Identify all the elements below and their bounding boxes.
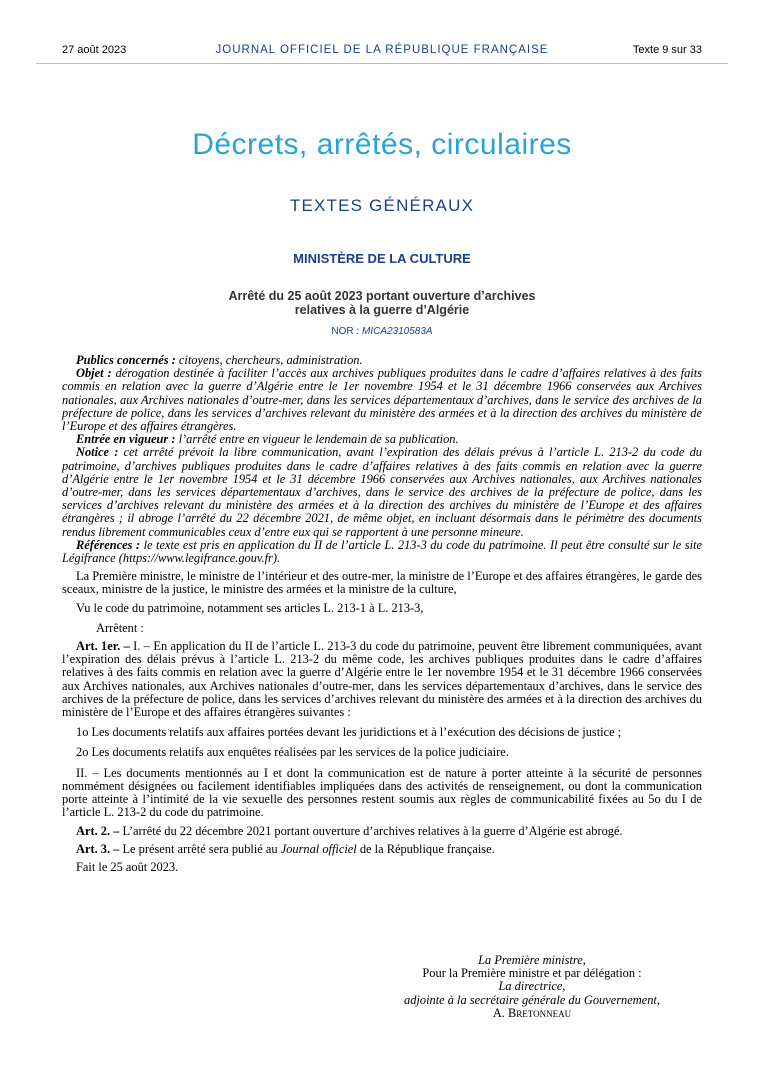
signature-line-3: La directrice, [498, 979, 566, 994]
header-date: 27 août 2023 [62, 44, 127, 56]
publics-text: citoyens, chercheurs, administration. [175, 353, 363, 367]
signature-line-4: adjointe à la secrétaire générale du Gouvernement, [404, 992, 660, 1007]
arrete-title-line2: relatives à la guerre d’Algérie [294, 303, 470, 317]
article-1-paragraph [62, 640, 702, 719]
objet-paragraph [62, 367, 702, 433]
publics-label: Publics concernés : [76, 353, 176, 367]
header-journal-title: JOURNAL OFFICIEL DE LA RÉPUBLIQUE FRANÇAISE [215, 44, 549, 56]
preamble-paragraph: La Première ministre, le ministre de l’intérieur et des outre-mer, la ministre de l’Europe et des affaires étrangères, le garde des sceaux, ministre de la justice, le ministre des armées et la ministre de la culture, [62, 569, 702, 597]
nor-value: MICA2310583A [361, 326, 433, 337]
signatory-name: Bretonneau [508, 1005, 572, 1020]
references-label: Références : [76, 537, 141, 552]
article-2-paragraph [62, 825, 702, 838]
signatory-initial: A. [492, 1005, 509, 1020]
arrete-title-line1: Arrêté du 25 août 2023 portant ouverture d’archives [228, 289, 536, 303]
references-paragraph [62, 539, 702, 565]
article-3-journal-name: Journal officiel [280, 841, 357, 856]
signature-line-5 [362, 1007, 702, 1020]
article-3-paragraph [62, 843, 702, 856]
notice-label: Notice : [76, 445, 119, 460]
article-3-text-a: Le présent arrêté sera publié au [119, 841, 281, 856]
signature-block [362, 954, 702, 1020]
nor-label: NOR : [331, 326, 362, 337]
article-1-section-II: II. – Les documents mentionnés au I et dont la communication est de nature à porter atteinte à la sécurité de personnes nommément désignées ou facilement identifiables impliquées dans des activités de renseignement, ou dont la communication porte atteinte à l’intimité de la vie sexuelle des personnes restent soumis aux règles de communicabilité fixées au 5o du I de l’article L. 213-2 du code du patrimoine. [62, 765, 702, 820]
article-2-text: L’arrêté du 22 décembre 2021 portant ouverture d’archives relatives à la guerre d’Algérie est abrogé. [119, 823, 623, 838]
page-header [62, 44, 702, 60]
objet-text: dérogation destinée à faciliter l’accès aux archives publiques produites dans le cadre d’affaires relatives à des faits commis en relation avec la guerre d’Algérie entre le 1er novembre 1954 et le 31 décembre 1966 conservées aux Archives nationales, aux Archives nationales d’outre-mer, dans les services départementaux d’archives, dans le service des archives de la préfecture de police, dans les services d’archives relevant du ministère des armées et à la direction des archives du ministère de l’Europe et des affaires étrangères. [62, 366, 702, 434]
article-1-text: I. – En application du II de l’article L. 213-3 du code du patrimoine, peuvent être librement communiquées, avant l’expiration des délais prévus à l’article L. 213-2 du même code, les archives publiques produites dans le cadre d’affaires relatives à des faits commis en relation avec la guerre d’Algérie entre le 1er novembre 1954 et le 31 décembre 1966 conservées aux Archives nationales, aux Archives nationales d’outre-mer, dans les services départementaux d’archives, dans le service des archives de la préfecture de police, dans les services d’archives relevant du ministère des armées et à la direction des archives du ministère de l’Europe et des affaires étrangères suivantes : [62, 639, 702, 720]
arrete-title [150, 289, 614, 317]
arretent-paragraph: Arrêtent : [96, 620, 144, 635]
fait-paragraph: Fait le 25 août 2023. [76, 859, 179, 874]
notice-text: cet arrêté prévoit la libre communication, avant l’expiration des délais prévus à l’article L. 213-2 du code du patrimoine, d’archives publiques produites dans le cadre d’affaires relatives à des faits commis en relation avec la guerre d’Algérie entre le 1er novembre 1954 et le 31 décembre 1966 conservées aux Archives nationales, aux Archives nationales d’outre-mer, dans les services départementaux d’archives, dans le service des archives de la préfecture de police, dans les services d’archives relevant du ministère des armées et à la direction des archives du ministère de l’Europe et des affaires étrangères ; il abroge l’arrêté du 22 décembre 2021, de même objet, en incluant désormais dans le périmètre des documents rendus librement communicables ceux d’entre eux qui se rapportent à une personne mineure. [62, 445, 702, 539]
entree-label: Entrée en vigueur : [76, 432, 176, 447]
article-1-item-2: 2o Les documents relatifs aux enquêtes réalisées par les services de la police judiciaire. [76, 745, 509, 760]
article-3-text-c: de la République française. [356, 841, 495, 856]
entree-text: l’arrêté entre en vigueur le lendemain de sa publication. [175, 432, 459, 447]
document-body [62, 354, 702, 874]
vu-paragraph: Vu le code du patrimoine, notamment ses articles L. 213-1 à L. 213-3, [76, 600, 424, 615]
subsection-title: TEXTES GÉNÉRAUX [289, 196, 475, 215]
signature-line-2: Pour la Première ministre et par délégation : [422, 966, 642, 981]
references-text: le texte est pris en application du II de l’article L. 213-3 du code du patrimoine. Il peut être consulté sur le site Légifrance (https://www.legifrance.gouv.fr). [62, 537, 702, 566]
nor-reference [0, 326, 764, 337]
notice-paragraph [62, 446, 702, 538]
article-2-label: Art. 2. – [76, 823, 120, 838]
article-3-label: Art. 3. – [76, 841, 120, 856]
article-1-item-1: 1o Les documents relatifs aux affaires portées devant les juridictions et à l’exécution des décisions de justice ; [76, 725, 622, 740]
signature-line-1: La Première ministre, [478, 953, 586, 967]
header-text-number: Texte 9 sur 33 [632, 44, 702, 56]
objet-label: Objet : [76, 366, 112, 381]
article-1-label: Art. 1er. – [76, 639, 130, 654]
header-divider [36, 63, 728, 64]
section-title: Décrets, arrêtés, circulaires [192, 128, 572, 161]
ministry-heading: MINISTÈRE DE LA CULTURE [293, 251, 471, 266]
